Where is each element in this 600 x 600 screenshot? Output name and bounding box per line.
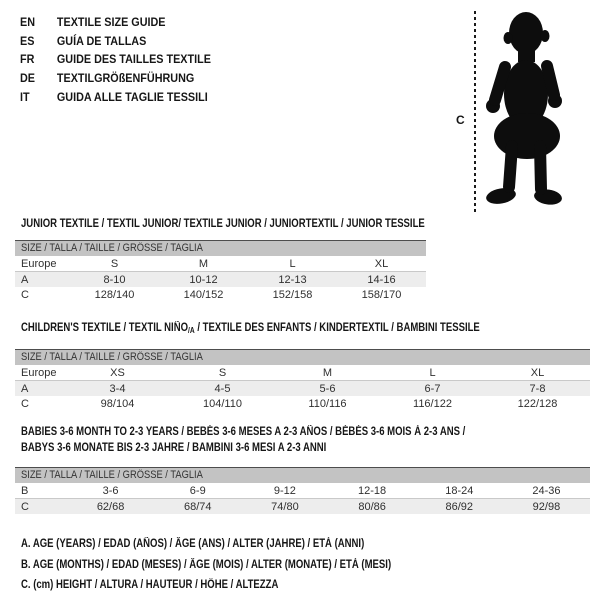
cell: 98/104	[100, 397, 135, 410]
cell: L	[289, 257, 296, 270]
babies-table-title-line2: BABYS 3-6 MONATE BIS 2-3 JAHRE / BAMBINI 3-6 MESI A 2-3 ANNI	[21, 442, 327, 454]
cell: XL	[374, 257, 389, 270]
cell: 158/170	[361, 288, 402, 301]
cell: S	[218, 366, 227, 379]
children-title-pre: CHILDREN'S TEXTILE / TEXTIL NIÑO	[21, 322, 189, 334]
cell: S	[110, 257, 119, 270]
junior-size-header-text: SIZE / TALLA / TAILLE / GRÖSSE / TAGLIA	[21, 242, 203, 254]
row-label: C	[21, 397, 29, 410]
cell: L	[429, 366, 436, 379]
cell: 92/98	[532, 500, 561, 513]
cell: 10-12	[189, 273, 218, 286]
junior-row-age	[15, 272, 426, 287]
cell: 8-10	[103, 273, 126, 286]
junior-table-title: JUNIOR TEXTILE / TEXTIL JUNIOR/ TEXTILE JUNIOR / JUNIORTEXTIL / JUNIOR TESSILE	[21, 218, 425, 230]
junior-table	[15, 240, 426, 302]
children-size-header-text: SIZE / TALLA / TAILLE / GRÖSSE / TAGLIA	[21, 351, 203, 363]
cell: 5-6	[319, 382, 336, 395]
language-row-fr	[20, 50, 211, 69]
language-row-de	[20, 69, 211, 88]
cell: 12-18	[358, 484, 387, 497]
junior-row-europe	[15, 256, 426, 272]
language-code-en: EN	[20, 15, 36, 30]
children-table-size-header	[15, 350, 590, 365]
cell: 24-36	[532, 484, 561, 497]
cell: 128/140	[94, 288, 135, 301]
language-row-en	[20, 13, 211, 32]
measure-legend	[21, 534, 467, 596]
row-label: C	[21, 500, 29, 513]
cell: 152/158	[272, 288, 313, 301]
legend-height-cm: C. (cm) HEIGHT / ALTURA / HAUTEUR / HÖHE / ALTEZZA	[21, 579, 279, 591]
children-table-title	[21, 322, 493, 337]
row-label: C	[21, 288, 29, 301]
children-row-height	[15, 396, 590, 411]
language-row-es	[20, 32, 211, 51]
babies-table-title-line1: BABIES 3-6 MONTH TO 2-3 YEARS / BEBÉS 3-6 MESES A 2-3 AÑOS / BÉBÉS 3-6 MOIS À 2-3 ANS /	[21, 426, 466, 438]
cell: 18-24	[445, 484, 474, 497]
cell: 140/152	[183, 288, 224, 301]
cell: XS	[110, 366, 125, 379]
cell: M	[198, 257, 209, 270]
cell: 14-16	[367, 273, 396, 286]
language-code-de: DE	[20, 71, 36, 86]
language-code-es: ES	[20, 33, 35, 48]
language-title-de: TEXTILGRÖßENFÜHRUNG	[56, 71, 195, 86]
cell: 7-8	[529, 382, 546, 395]
cell: 3-4	[109, 382, 126, 395]
cell: 80/86	[358, 500, 386, 513]
babies-row-months	[15, 483, 590, 499]
cell: 68/74	[183, 500, 212, 513]
baby-silhouette-icon	[484, 8, 568, 206]
children-table	[15, 349, 590, 411]
babies-size-header-text: SIZE / TALLA / TAILLE / GRÖSSE / TAGLIA	[21, 469, 203, 481]
cell: XL	[530, 366, 545, 379]
language-code-fr: FR	[20, 52, 35, 67]
junior-row-height	[15, 287, 426, 302]
cell: 122/128	[517, 397, 558, 410]
cell: 74/80	[271, 500, 299, 513]
language-title-en: TEXTILE SIZE GUIDE	[56, 15, 166, 30]
legend-age-months: B. AGE (MONTHS) / EDAD (MESES) / ÂGE (MOIS) / ALTER (MONATE) / ETÀ (MESI)	[21, 558, 392, 571]
junior-table-size-header	[15, 241, 426, 256]
row-label: Europe	[21, 257, 57, 270]
cell: 12-13	[278, 273, 307, 286]
babies-table-size-header	[15, 468, 590, 483]
cell: 104/110	[203, 397, 242, 410]
cell: 62/68	[96, 500, 125, 513]
height-measure-label: C	[456, 113, 465, 127]
cell: 4-5	[214, 382, 231, 395]
babies-row-height	[15, 499, 590, 514]
height-dashed-line	[474, 11, 476, 212]
cell: 3-6	[102, 484, 119, 497]
cell: 6-7	[424, 382, 441, 395]
row-label: B	[21, 484, 29, 497]
babies-table	[15, 467, 590, 514]
children-textile-section	[15, 322, 590, 411]
cell: 9-12	[273, 484, 296, 497]
cell: M	[322, 366, 333, 379]
language-title-fr: GUIDE DES TAILLES TEXTILE	[56, 52, 211, 67]
children-row-europe	[15, 365, 590, 381]
cell: 110/116	[308, 397, 347, 410]
babies-textile-section	[15, 424, 590, 514]
language-title-block	[20, 13, 232, 106]
junior-textile-section	[15, 218, 426, 302]
cell: 116/122	[413, 397, 452, 410]
language-title-it: GUIDA ALLE TAGLIE TESSILI	[56, 89, 208, 104]
row-label: Europe	[21, 366, 57, 379]
language-row-it	[20, 87, 211, 106]
children-title-post: / TEXTILE DES ENFANTS / KINDERTEXTIL / BAMBINI TESSILE	[194, 322, 480, 334]
legend-age-years: A. AGE (YEARS) / EDAD (AÑOS) / ÂGE (ANS) / ALTER (JAHRE) / ETÀ (ANNI)	[21, 538, 365, 550]
cell: 6-9	[189, 484, 206, 497]
cell: 86/92	[445, 500, 474, 513]
children-title-subscript: /A	[188, 326, 195, 335]
children-row-age	[15, 381, 590, 396]
language-title-es: GUÍA DE TALLAS	[56, 33, 147, 48]
row-label: A	[21, 273, 29, 286]
row-label: A	[21, 382, 29, 395]
language-code-it: IT	[20, 89, 30, 104]
